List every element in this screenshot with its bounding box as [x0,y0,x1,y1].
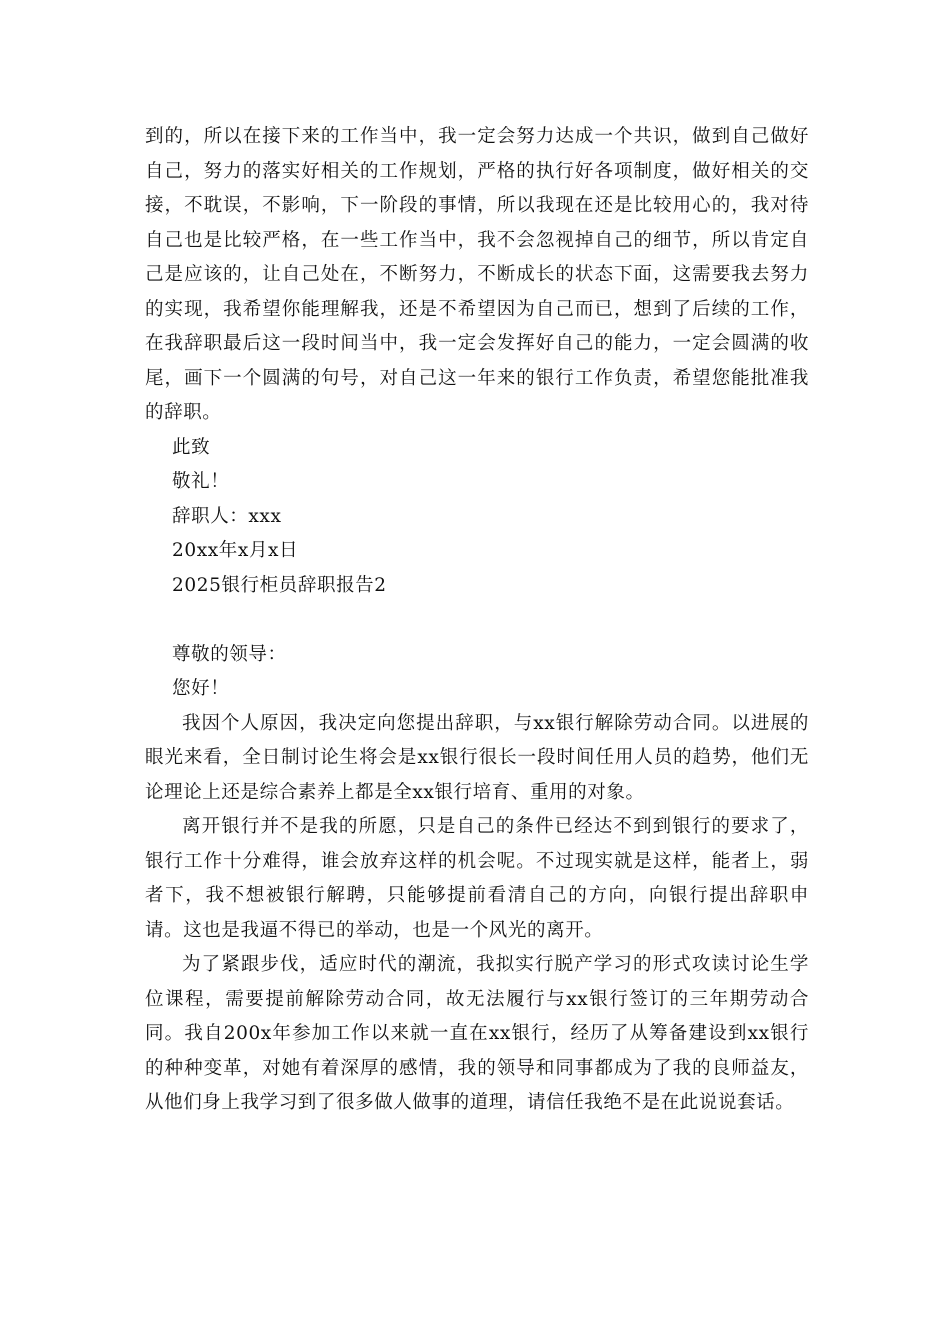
section-title: 2025银行柜员辞职报告2 [172,574,387,596]
signer-line: 辞职人：xxx [172,505,282,527]
paragraph-continued: 到的，所以在接下来的工作当中，我一定会努力达成一个共识，做到自己做好自己，努力的落实好相关的工作规划，严格的执行好各项制度，做好相关的交接，不耽误，不影响，下一阶段的事情，所以我现在还是比较用心的，我对待自己也是比较严格，在一些工作当中，我不会忽视掉自己的细节，所以肯定自己是应该的，让自己处在，不断努力，不断成长的状态下面，这需要我去努力的实现，我希望你能理解我，还是不希望因为自己而已，想到了后续的工作，在我辞职最后这一段时间当中，我一定会发挥好自己的能力，一定会圆满的收尾，画下一个圆满的句号，对自己这一年来的银行工作负责，希望您能批准我的辞职。 [145,126,809,423]
paragraph-2: 离开银行并不是我的所愿，只是自己的条件已经达不到到银行的要求了，银行工作十分难得，谁会放弃这样的机会呢。不过现实就是这样，能者上，弱者下，我不想被银行解聘，只能够提前看清自己的方向，向银行提出辞职申请。这也是我逼不得已的举动，也是一个风光的离开。 [145,816,809,941]
blank-line [145,603,809,638]
paragraph-1: 我因个人原因，我决定向您提出辞职，与xx银行解除劳动合同。以进展的眼光来看，全日制讨论生将会是xx银行很长一段时间任用人员的趋势，他们无论理论上还是综合素养上都是全xx银行培育、重用的对象。 [145,712,809,803]
greeting: 您好！ [172,678,230,699]
salutation: 尊敬的领导： [172,643,287,665]
closing-line-1: 此致 [172,436,211,458]
paragraph-3: 为了紧跟步伐，适应时代的潮流，我拟实行脱产学习的形式攻读讨论生学位课程，需要提前解除劳动合同，故无法履行与xx银行签订的三年期劳动合同。我自200x年参加工作以来就一直在xx银行，经历了从筹备建设到xx银行的种种变革，对她有着深厚的感情，我的领导和同事都成为了我的良师益友，从他们身上我学习到了很多做人做事的道理，请信任我绝不是在此说说套话。 [145,954,809,1113]
date-line: 20xx年x月x日 [172,540,299,561]
closing-line-2: 敬礼！ [172,471,230,492]
document-body [145,120,809,1121]
